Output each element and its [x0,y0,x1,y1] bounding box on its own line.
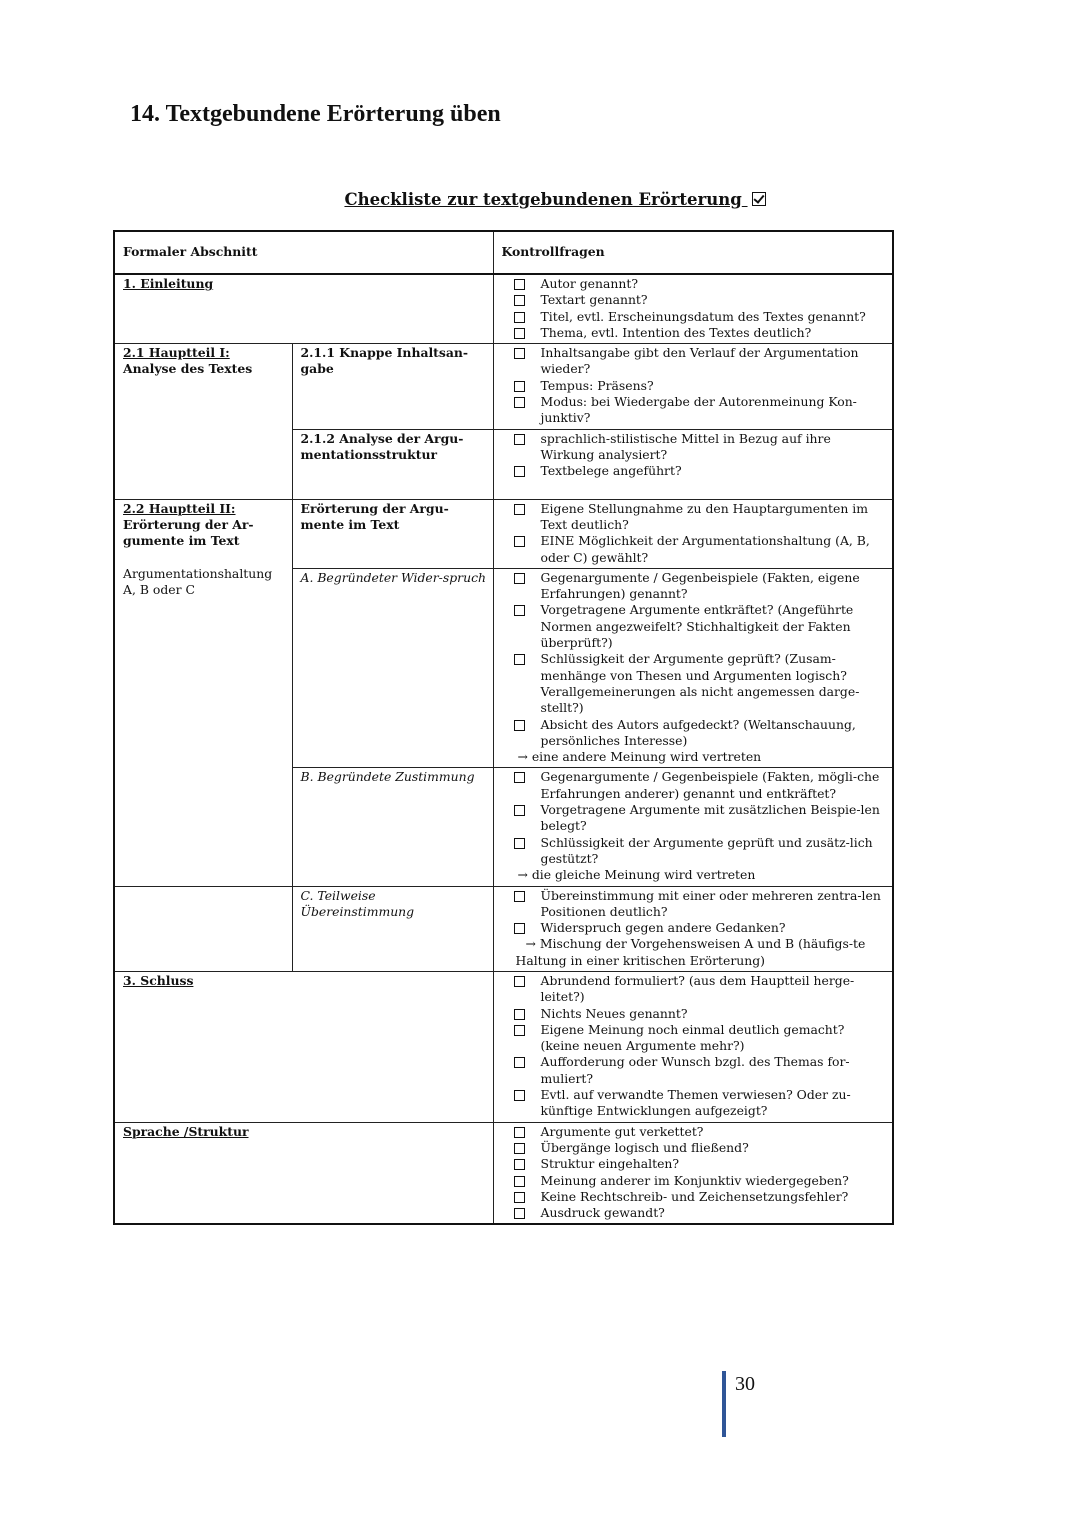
zustimmung-conclusion: → die gleiche Meinung wird vertreten [517,867,756,883]
checklist-item: Gegenargumente / Gegenbeispiele (Fakten, mögli-che Erfahrungen anderer) genannt und entkräftet? [514,769,888,802]
checklist-item: Gegenargumente / Gegenbeispiele (Fakten, eigene Erfahrungen) genannt? [514,570,888,603]
checklist-item: Titel, evtl. Erscheinungsdatum des Textes genannt? [514,309,888,325]
checklist-item: Struktur eingehalten? [514,1156,888,1172]
row-sprache [114,1122,893,1224]
zustimmung-label: B. Begründete Zustimmung [300,769,475,785]
analyse-cell [292,429,493,499]
header-section: Formaler Abschnitt [114,231,493,274]
eroerterung-cell [292,499,493,568]
widerspruch-questions [493,568,893,768]
hauptteil2-cell [114,499,292,886]
widerspruch-label: A. Begründeter Wider-spruch [300,569,486,585]
haltung-note: Argumentationshaltung A, B oder C [123,565,273,597]
einleitung-cell [114,274,493,344]
checklist-item: Absicht des Autors aufgedeckt? (Weltanschauung, persönliches Interesse) [514,717,888,750]
checklist-item: Übereinstimmung mit einer oder mehreren zentra-len Positionen deutlich? [514,888,888,921]
widerspruch-cell [292,568,493,768]
checklist-item: Evtl. auf verwandte Themen verwiesen? Oder zu-künftige Entwicklungen aufgezeigt? [514,1087,888,1120]
checklist-item: Textart genannt? [514,292,888,308]
checklist-item: Vorgetragene Argumente entkräftet? (Angeführte Normen angezweifelt? Stichhaltigkeit der Fakten überprüft?) [514,602,888,651]
row-einleitung [114,274,893,344]
page-number: 30 [735,1373,755,1395]
checklist-item: Tempus: Präsens? [514,378,888,394]
checklist-item: Keine Rechtschreib- und Zeichensetzungsfehler? [514,1189,888,1205]
einleitung-label: 1. Einleitung [123,276,214,291]
teilweise-conclusion: → Mischung der Vorgehensweisen A und B (häufigs-te Haltung in einer kritischen Erörterung) [515,936,866,968]
hauptteil2-sublabel: Erörterung der Ar-gumente im Text [123,516,254,549]
hauptteil1-label: 2.1 Hauptteil I: [123,345,230,361]
row-eroerterung [114,499,893,568]
checklist-item: Nichts Neues genannt? [514,1006,888,1022]
sprache-label: Sprache /Struktur [123,1123,249,1139]
checklist-item: Inhaltsangabe gibt den Verlauf der Argumentation wieder? [514,345,888,378]
checklist-table [113,230,894,1225]
inhaltsangabe-label: 2.1.1 Knappe Inhaltsan-gabe [300,345,469,377]
checklist-title-text: Checkliste zur textgebundenen Erörterung [344,190,742,209]
row-inhaltsangabe [114,344,893,429]
header-questions: Kontrollfragen [493,231,893,274]
checked-box-icon [752,192,766,206]
schluss-questions [493,971,893,1122]
checklist-item: Meinung anderer im Konjunktiv wiedergegeben? [514,1173,888,1189]
checklist-item: sprachlich-stilistische Mittel in Bezug auf ihre Wirkung analysiert? [514,431,888,464]
checklist-item: Abrundend formuliert? (aus dem Hauptteil herge-leitet?) [514,973,888,1006]
sprache-cell [114,1122,493,1224]
checklist-item: Aufforderung oder Wunsch bzgl. des Themas for-muliert? [514,1054,888,1087]
eroerterung-label: Erörterung der Argu-mente im Text [300,500,449,532]
checklist-item: Übergänge logisch und fließend? [514,1140,888,1156]
hauptteil2-label: 2.2 Hauptteil II: [123,500,236,516]
schluss-cell [114,971,493,1122]
page-number-bar [722,1371,726,1437]
zustimmung-questions [493,768,893,886]
analyse-questions [493,429,893,499]
row-teilweise [114,886,893,971]
table-header-row [114,231,893,274]
inhaltsangabe-questions [493,344,893,429]
checklist-item: Modus: bei Wiedergabe der Autorenmeinung Kon-junktiv? [514,394,888,427]
checklist-item: Argumente gut verkettet? [514,1124,888,1140]
sprache-questions [493,1122,893,1224]
teilweise-empty-cell [114,886,292,971]
teilweise-cell [292,886,493,971]
checklist-item: Textbelege angeführt? [514,463,888,479]
inhaltsangabe-cell [292,344,493,429]
row-schluss [114,971,893,1122]
einleitung-questions [493,274,893,344]
checklist-item: Vorgetragene Argumente mit zusätzlichen Beispie-len belegt? [514,802,888,835]
zustimmung-cell [292,768,493,886]
checklist-item: EINE Möglichkeit der Argumentationshaltung (A, B, oder C) gewählt? [514,533,888,566]
checklist-item: Eigene Stellungnahme zu den Hauptargumenten im Text deutlich? [514,501,888,534]
checklist-title [0,190,1080,209]
analyse-label: 2.1.2 Analyse der Argu-mentationsstruktur [300,430,464,462]
page-title: 14. Textgebundene Erörterung üben [130,101,501,127]
eroerterung-questions [493,499,893,568]
hauptteil1-cell [114,344,292,499]
widerspruch-conclusion: → eine andere Meinung wird vertreten [517,749,762,765]
schluss-label: 3. Schluss [123,972,194,988]
teilweise-questions [493,886,893,971]
checklist-item: Eigene Meinung noch einmal deutlich gemacht? (keine neuen Argumente mehr?) [514,1022,888,1055]
checklist-item: Schlüssigkeit der Argumente geprüft? (Zusam-menhänge von Thesen und Argumenten logisch? Verallgemeinerungen als nicht angemessen darge-stellt?) [514,651,888,716]
checklist-item: Thema, evtl. Intention des Textes deutlich? [514,325,888,341]
checklist-item: Schlüssigkeit der Argumente geprüft und zusätz-lich gestützt? [514,835,888,868]
teilweise-label: C. Teilweise Übereinstimmung [300,887,415,919]
checklist-item: Autor genannt? [514,276,888,292]
hauptteil1-sublabel: Analyse des Textes [123,361,253,377]
checklist-item: Widerspruch gegen andere Gedanken? [514,920,888,936]
checklist-item: Ausdruck gewandt? [514,1205,888,1221]
